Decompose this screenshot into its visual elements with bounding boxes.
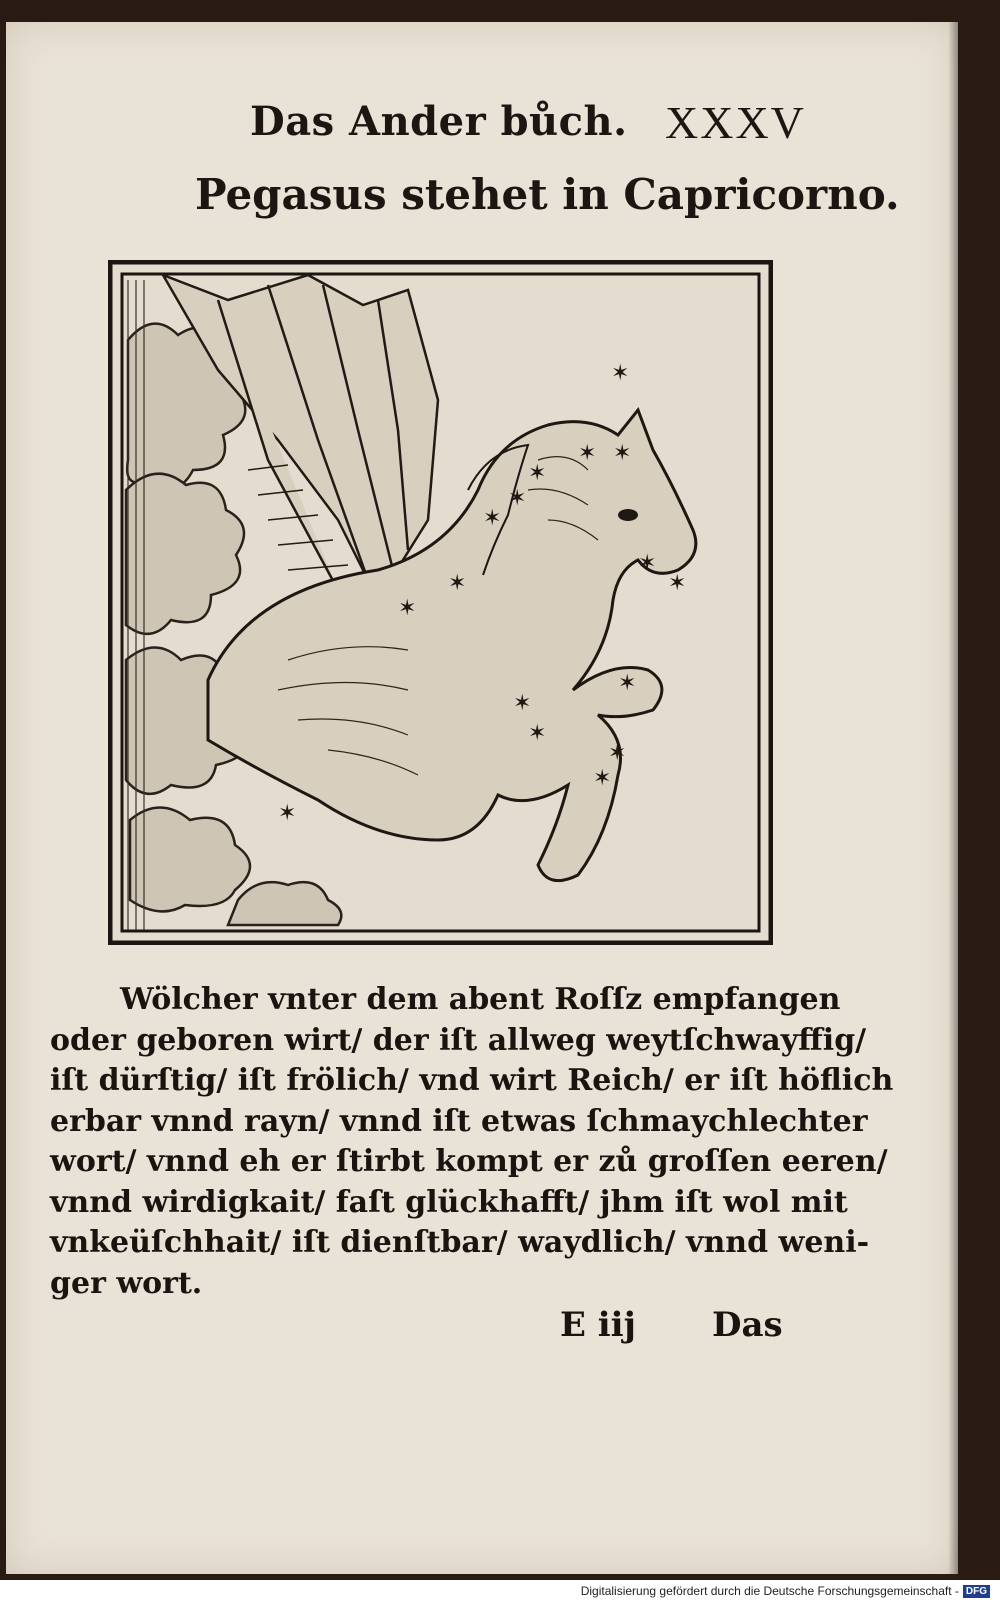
svg-text:✶: ✶: [668, 571, 687, 596]
signature-mark: E iij: [560, 1305, 636, 1345]
body-line: Wölcher vnter dem abent Roſſz empfangen: [120, 982, 841, 1017]
svg-text:✶: ✶: [608, 741, 627, 766]
svg-text:✶: ✶: [398, 596, 417, 621]
digitization-footer: [581, 1584, 990, 1598]
svg-text:✶: ✶: [483, 506, 502, 531]
body-line: wort/ vnnd eh er ſtirbt kompt er zů groſſen eeren/: [50, 1144, 888, 1179]
svg-text:✶: ✶: [513, 691, 532, 716]
svg-text:✶: ✶: [508, 486, 527, 511]
dfg-logo-icon: DFG: [963, 1585, 990, 1598]
footer-text: Digitalisierung gefördert durch die Deutsche Forschungsgemeinschaft -: [580, 1584, 959, 1598]
running-head: Das Ander bůch.: [250, 98, 628, 145]
svg-text:✶: ✶: [528, 461, 547, 486]
body-line: iſt dürſtig/ iſt frölich/ vnd wirt Reich/ er iſt höflich: [50, 1063, 894, 1098]
svg-text:✶: ✶: [638, 551, 657, 576]
chapter-title: Pegasus stehet in Capricorno.: [195, 170, 900, 219]
svg-text:✶: ✶: [618, 671, 637, 696]
catchword: Das: [712, 1305, 783, 1345]
svg-text:✶: ✶: [278, 801, 297, 826]
body-line: erbar vnnd rayn/ vnnd iſt etwas ſchmaychlechter: [50, 1103, 868, 1139]
svg-text:✶: ✶: [528, 721, 547, 746]
svg-text:✶: ✶: [593, 766, 612, 791]
pegasus-woodcut-illustration: [108, 260, 773, 945]
body-line: vnkeüſchhait/ iſt dienſtbar/ waydlich/ vnnd weni-: [50, 1225, 870, 1260]
body-line: oder geboren wirt/ der iſt allweg weytſchwayffig/: [50, 1022, 867, 1058]
body-line: vnnd wirdigkait/ faſt glückhafft/ jhm iſt wol mit: [50, 1184, 848, 1220]
page-edge-shadow: [948, 22, 958, 1574]
folio-number: XXXV: [665, 97, 806, 148]
svg-text:✶: ✶: [448, 571, 467, 596]
svg-text:✶: ✶: [613, 441, 632, 466]
svg-text:✶: ✶: [611, 361, 630, 386]
svg-text:✶: ✶: [578, 441, 597, 466]
body-text: [50, 980, 894, 1304]
body-line: ger wort.: [50, 1265, 203, 1301]
